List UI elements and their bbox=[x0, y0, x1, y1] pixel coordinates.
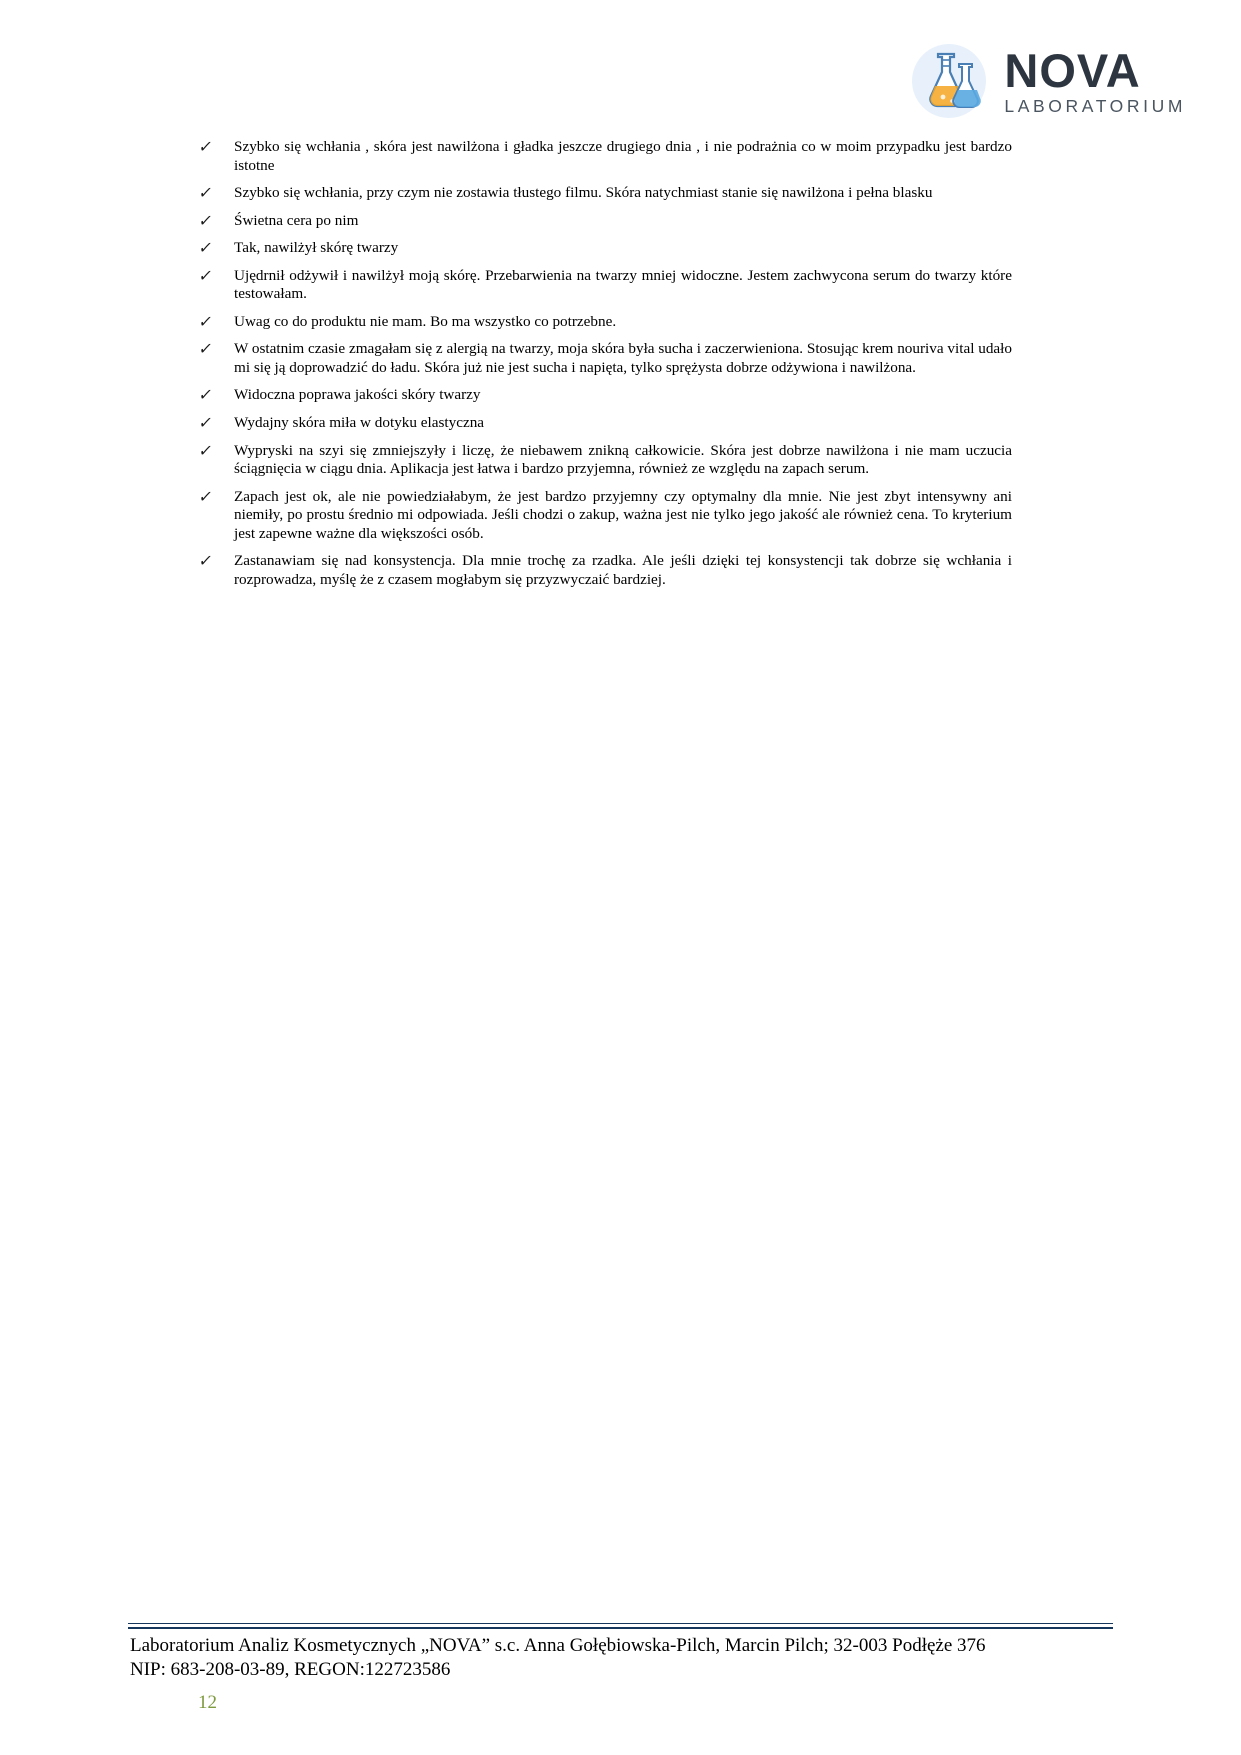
list-item bbox=[196, 184, 1012, 203]
checklist bbox=[196, 138, 1012, 589]
list-item-text: Wydajny skóra miła w dotyku elastyczna bbox=[234, 414, 485, 432]
footer-line-tax-id: NIP: 683-208-03-89, REGON:122723586 bbox=[130, 1659, 451, 1681]
list-item bbox=[196, 138, 1012, 175]
check-icon: ✓ bbox=[197, 440, 215, 460]
logo-text bbox=[1004, 43, 1186, 116]
document-footer bbox=[130, 1634, 1130, 1683]
check-icon: ✓ bbox=[197, 238, 215, 258]
list-item bbox=[196, 267, 1012, 304]
check-icon: ✓ bbox=[197, 137, 215, 156]
check-icon: ✓ bbox=[197, 183, 215, 203]
check-icon: ✓ bbox=[197, 385, 215, 405]
check-icon: ✓ bbox=[197, 486, 215, 506]
list-item-text: Zapach jest ok, ale nie powiedziałabym, że jest bardzo przyjemny czy optymalny dla mnie. Nie jest zbyt intensywny ani niemiły, po prostu średnio mi odpowiada. Jeśli chodzi o zakup, ważna jest nie tylko jego jakość ale również cena. To kryterium jest zapewne ważne dla większości osób. bbox=[234, 487, 1012, 542]
list-item bbox=[196, 386, 1012, 405]
list-item-text: Tak, nawilżył skórę twarzy bbox=[234, 239, 399, 257]
document-header bbox=[908, 42, 1186, 120]
check-icon: ✓ bbox=[197, 265, 215, 285]
list-item bbox=[196, 239, 1012, 258]
list-item-text: Zastanawiam się nad konsystencja. Dla mnie trochę za rzadka. Ale jeśli dzięki tej konsystencji tak dobrze się wchłania i rozprowadza, myślę że z czasem mogłabym się przyzwyczaić bardziej. bbox=[234, 552, 1012, 588]
list-item-text: Szybko się wchłania , skóra jest nawilżona i gładka jeszcze drugiego dnia , i nie podrażnia co w moim przypadku jest bardzo istotne bbox=[234, 138, 1012, 174]
check-icon: ✓ bbox=[197, 413, 215, 433]
feedback-list-section bbox=[196, 138, 1012, 598]
check-icon: ✓ bbox=[197, 210, 215, 230]
list-item bbox=[196, 552, 1012, 589]
logo-title: NOVA bbox=[1004, 43, 1141, 97]
list-item bbox=[196, 442, 1012, 479]
list-item-text: Uwag co do produktu nie mam. Bo ma wszystko co potrzebne. bbox=[234, 312, 617, 330]
check-icon: ✓ bbox=[197, 551, 215, 571]
laboratory-flasks-icon bbox=[908, 42, 990, 120]
list-item bbox=[196, 212, 1012, 231]
check-icon: ✓ bbox=[197, 311, 215, 331]
logo-subtitle: LABORATORIUM bbox=[1004, 95, 1186, 116]
list-item-text: W ostatnim czasie zmagałam się z alergią na twarzy, moja skóra była sucha i zaczerwieniona. Stosując krem nouriva vital udało mi się ją doprowadzić do ładu. Skóra już nie jest sucha i napięta, tylko sprężysta dobrze odżywiona i nawilżona. bbox=[234, 340, 1012, 376]
list-item bbox=[196, 340, 1012, 377]
list-item-text: Świetna cera po nim bbox=[234, 211, 359, 229]
footer-line-company: Laboratorium Analiz Kosmetycznych „NOVA” s.c. Anna Gołębiowska-Pilch, Marcin Pilch; 32-003 Podłęże 376 bbox=[130, 1635, 986, 1656]
list-item-text: Ujędrnił odżywił i nawilżył moją skórę. Przebarwienia na twarzy mniej widoczne. Jestem zachwycona serum do twarzy które testowałam. bbox=[234, 266, 1012, 303]
list-item-text: Widoczna poprawa jakości skóry twarzy bbox=[234, 386, 481, 404]
footer-divider bbox=[128, 1623, 1113, 1629]
check-icon: ✓ bbox=[197, 339, 215, 359]
list-item-text: Szybko się wchłania, przy czym nie zostawia tłustego filmu. Skóra natychmiast stanie się nawilżona i pełna blasku bbox=[234, 184, 933, 202]
list-item bbox=[196, 414, 1012, 433]
list-item-text: Wypryski na szyi się zmniejszyły i liczę, że niebawem znikną całkowicie. Skóra jest dobrze nawilżona i nie mam uczucia ściągnięcia w ciągu dnia. Aplikacja jest łatwa i bardzo przyjemna, również ze względu na zapach serum. bbox=[234, 441, 1012, 478]
list-item bbox=[196, 488, 1012, 544]
page-number: 12 bbox=[198, 1692, 217, 1713]
list-item bbox=[196, 313, 1012, 332]
